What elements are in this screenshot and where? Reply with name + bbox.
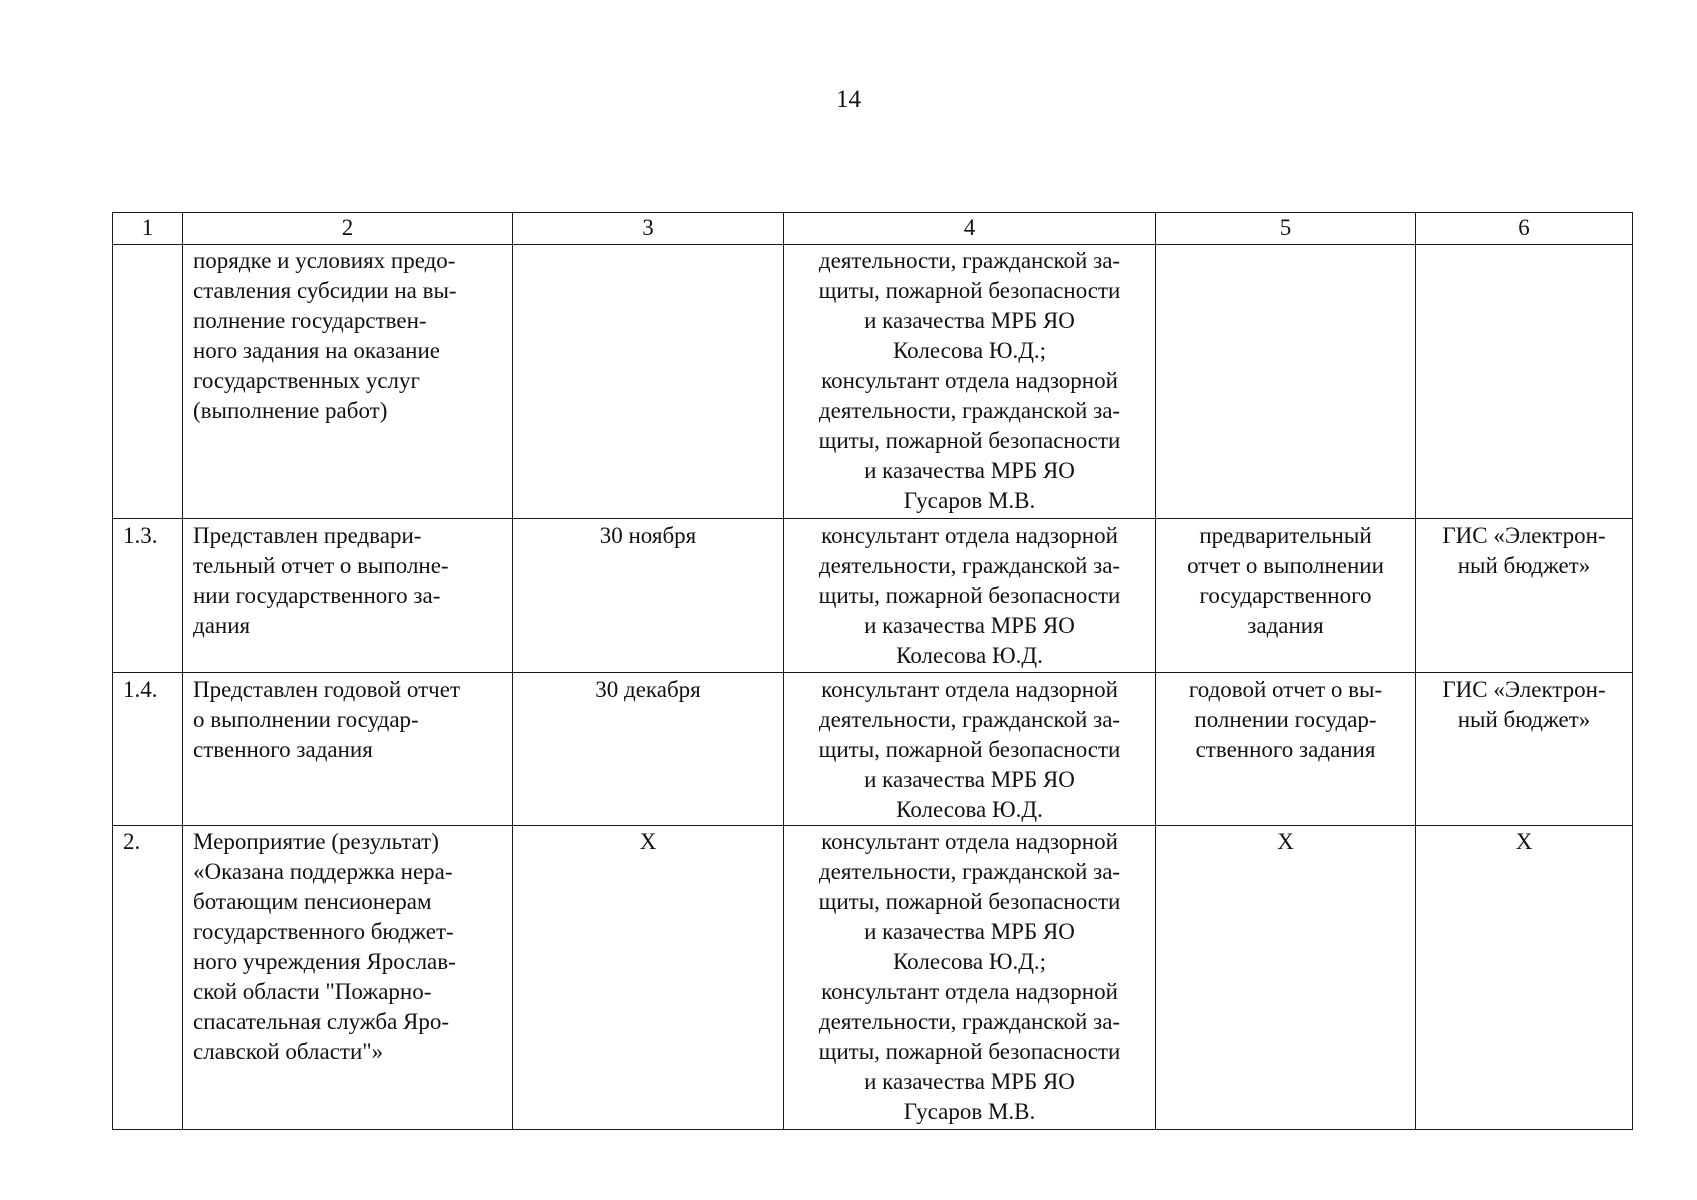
cell-line: дания: [193, 613, 251, 638]
responsible-cell: [784, 245, 1156, 519]
column-header-2: 2: [183, 213, 513, 245]
column-header-5: 5: [1156, 213, 1416, 245]
cell-line: и казачества МРБ ЯО: [864, 308, 1075, 333]
cell-line: щиты, пожарной безопасности: [818, 583, 1121, 608]
cell-line: и казачества МРБ ЯО: [864, 613, 1075, 638]
cell-line: Гусаров М.В.: [903, 488, 1036, 513]
cell-line: государственного: [1199, 583, 1372, 608]
column-header-1: 1: [113, 213, 183, 245]
cell-line: консультант отдела надзорной: [821, 523, 1118, 548]
cell-line: годовой отчет о вы-: [1188, 677, 1383, 702]
cell-line: Представлен годовой отчет: [193, 677, 461, 702]
cell-line: деятельности, гражданской за-: [818, 398, 1121, 423]
cell-line: Представлен предвари-: [193, 523, 422, 548]
result-cell: [1156, 245, 1416, 519]
cell-line: ный бюджет»: [1457, 707, 1591, 732]
column-header-3: 3: [513, 213, 784, 245]
cell-line: Гусаров М.В.: [903, 1099, 1036, 1124]
cell-line: деятельности, гражданской за-: [818, 248, 1121, 273]
cell-line: Колесова Ю.Д.;: [892, 338, 1047, 363]
deadline-cell: [513, 245, 784, 519]
cell-line: ботающим пенсионерам: [193, 889, 432, 914]
cell-line: щиты, пожарной безопасности: [818, 278, 1121, 303]
cell-line: государственного бюджет-: [193, 919, 454, 944]
cell-line: ственного задания: [193, 737, 373, 762]
cell-line: и казачества МРБ ЯО: [864, 919, 1075, 944]
cell-line: консультант отдела надзорной: [821, 979, 1118, 1004]
cell-line: консультант отдела надзорной: [821, 829, 1118, 854]
table-header-row: [113, 213, 1633, 245]
activity-cell: [183, 826, 513, 1130]
deadline-cell: 30 декабря: [513, 673, 784, 826]
system-cell: [1416, 245, 1633, 519]
cell-line: ставления субсидии на вы-: [193, 278, 457, 303]
cell-line: Колесова Ю.Д.;: [892, 949, 1047, 974]
cell-line: полнении государ-: [1194, 707, 1377, 732]
cell-line: о выполнении государ-: [193, 707, 419, 732]
cell-line: консультант отдела надзорной: [821, 368, 1118, 393]
cell-line: ГИС «Электрон-: [1442, 523, 1606, 548]
table-row: [113, 673, 1633, 826]
cell-line: ного задания на оказание: [193, 338, 440, 363]
cell-line: и казачества МРБ ЯО: [864, 1069, 1075, 1094]
cell-line: нии государственного за-: [193, 583, 441, 608]
table-row: [113, 826, 1633, 1130]
cell-line: спасательная служба Яро-: [193, 1009, 450, 1034]
activity-cell: [183, 519, 513, 673]
cell-line: X: [1277, 829, 1294, 854]
cell-line: славской области"»: [193, 1039, 384, 1064]
activity-cell: [183, 245, 513, 519]
cell-line: ГИС «Электрон-: [1442, 677, 1606, 702]
cell-line: ской области "Пожарно-: [193, 979, 432, 1004]
activity-cell: [183, 673, 513, 826]
cell-line: ного учреждения Ярослав-: [193, 949, 456, 974]
deadline-cell: X: [513, 826, 784, 1130]
responsible-cell: [784, 519, 1156, 673]
result-cell: [1156, 826, 1416, 1130]
cell-line: полнение государствен-: [193, 308, 427, 333]
system-cell: [1416, 519, 1633, 673]
table-row: [113, 245, 1633, 519]
cell-line: и казачества МРБ ЯО: [864, 767, 1075, 792]
cell-line: щиты, пожарной безопасности: [818, 737, 1121, 762]
cell-line: деятельности, гражданской за-: [818, 707, 1121, 732]
page-number: 14: [836, 86, 861, 113]
cell-line: тельный отчет о выполне-: [193, 553, 449, 578]
cell-line: отчет о выполнении: [1187, 553, 1384, 578]
row-number-cell: [113, 245, 183, 519]
cell-line: Мероприятие (результат): [193, 829, 439, 854]
row-number-cell: 2.: [113, 826, 183, 1130]
cell-line: государственных услуг: [193, 368, 420, 393]
cell-line: порядке и условиях предо-: [193, 248, 456, 273]
system-cell: [1416, 826, 1633, 1130]
cell-line: деятельности, гражданской за-: [818, 553, 1121, 578]
row-number-cell: 1.4.: [113, 673, 183, 826]
cell-line: деятельности, гражданской за-: [818, 1009, 1121, 1034]
cell-line: щиты, пожарной безопасности: [818, 428, 1121, 453]
cell-line: деятельности, гражданской за-: [818, 859, 1121, 884]
cell-line: щиты, пожарной безопасности: [818, 889, 1121, 914]
result-cell: [1156, 519, 1416, 673]
cell-line: Колесова Ю.Д.: [896, 797, 1043, 822]
cell-line: ственного задания: [1195, 737, 1376, 762]
cell-line: задания: [1247, 613, 1324, 638]
system-cell: [1416, 673, 1633, 826]
cell-line: и казачества МРБ ЯО: [864, 458, 1075, 483]
table-row: [113, 519, 1633, 673]
plan-table: [112, 212, 1633, 1130]
result-cell: [1156, 673, 1416, 826]
cell-line: консультант отдела надзорной: [821, 677, 1118, 702]
cell-line: ный бюджет»: [1457, 553, 1591, 578]
cell-line: (выполнение работ): [193, 398, 388, 423]
column-header-6: 6: [1416, 213, 1633, 245]
cell-line: Колесова Ю.Д.: [896, 643, 1043, 668]
responsible-cell: [784, 673, 1156, 826]
cell-line: щиты, пожарной безопасности: [818, 1039, 1121, 1064]
responsible-cell: [784, 826, 1156, 1130]
row-number-cell: 1.3.: [113, 519, 183, 673]
deadline-cell: 30 ноября: [513, 519, 784, 673]
cell-line: X: [1515, 829, 1533, 854]
column-header-4: 4: [784, 213, 1156, 245]
cell-line: предварительный: [1199, 523, 1372, 548]
cell-line: «Оказана поддержка нера-: [193, 859, 453, 884]
